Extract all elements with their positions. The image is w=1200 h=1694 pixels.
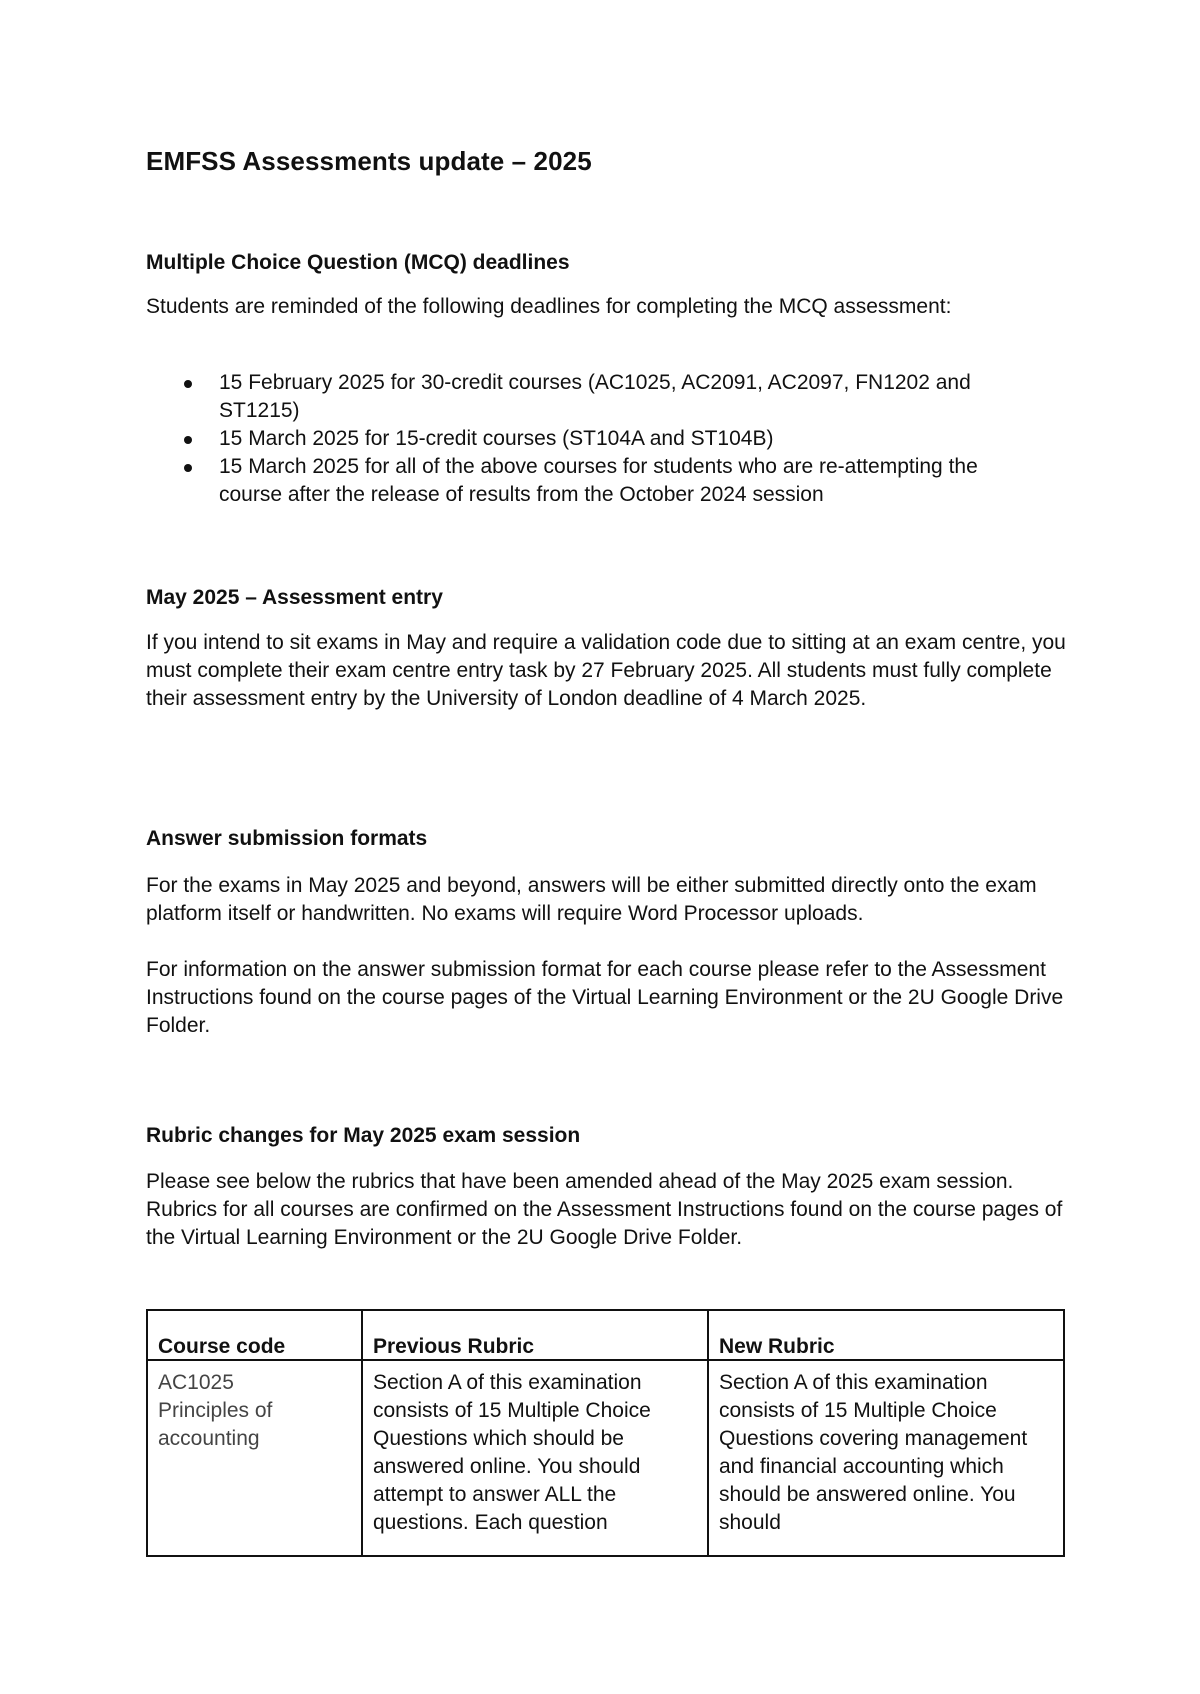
rubric-body: Please see below the rubrics that have been amended ahead of the May 2025 exam session. Rubrics for all courses are confirmed on the Assessment Instructions found on the course pages of the Virtual Learning Environment or the 2U Google Drive Folder.	[146, 1170, 1063, 1249]
entry-body: If you intend to sit exams in May and require a validation code due to sitting at an exam centre, you must complete their exam centre entry task by 27 February 2025. All students must fully complete their assessment entry by the University of London deadline of 4 March 2025.	[146, 631, 1066, 710]
previous-rubric-text: Section A of this examination consists of 15 Multiple Choice Questions which should be answered online. You should attempt to answer ALL the questions. Each question	[373, 1371, 651, 1534]
mcq-intro: Students are reminded of the following deadlines for completing the MCQ assessment:	[146, 295, 952, 318]
previous-rubric-cell	[362, 1360, 708, 1556]
rubric-heading: Rubric changes for May 2025 exam session	[146, 1124, 581, 1147]
course-cell	[147, 1360, 362, 1556]
column-header-course-code: Course code	[147, 1310, 362, 1360]
entry-heading: May 2025 – Assessment entry	[146, 586, 443, 609]
document-title: EMFSS Assessments update – 2025	[146, 146, 592, 176]
list-item: 15 February 2025 for 30-credit courses (AC1025, AC2091, AC2097, FN1202 and ST1215)	[146, 369, 1039, 425]
column-header-previous-rubric: Previous Rubric	[362, 1310, 708, 1360]
mcq-deadline-list	[146, 369, 1066, 509]
table-header-row	[147, 1310, 1064, 1360]
new-rubric-text: Section A of this examination consists of 15 Multiple Choice Questions covering management and financial accounting which should be answered online. You should	[719, 1371, 1028, 1534]
formats-paragraph-2: For information on the answer submission format for each course please refer to the Assessment Instructions found on the course pages of the Virtual Learning Environment or the 2U Google Drive Folder.	[146, 958, 1064, 1037]
formats-heading: Answer submission formats	[146, 827, 428, 850]
formats-paragraph-1: For the exams in May 2025 and beyond, answers will be either submitted directly onto the exam platform itself or handwritten. No exams will require Word Processor uploads.	[146, 874, 1037, 925]
new-rubric-cell	[708, 1360, 1064, 1556]
table-row	[147, 1360, 1064, 1556]
list-item: 15 March 2025 for 15-credit courses (ST104A and ST104B)	[146, 425, 1039, 453]
column-header-new-rubric: New Rubric	[708, 1310, 1064, 1360]
mcq-heading: Multiple Choice Question (MCQ) deadlines	[146, 251, 570, 274]
course-code: AC1025	[158, 1371, 234, 1394]
list-item: 15 March 2025 for all of the above courses for students who are re-attempting the course after the release of results from the October 2024 session	[146, 453, 1039, 509]
course-name: Principles of accounting	[158, 1399, 273, 1450]
rubric-table	[146, 1309, 1065, 1557]
